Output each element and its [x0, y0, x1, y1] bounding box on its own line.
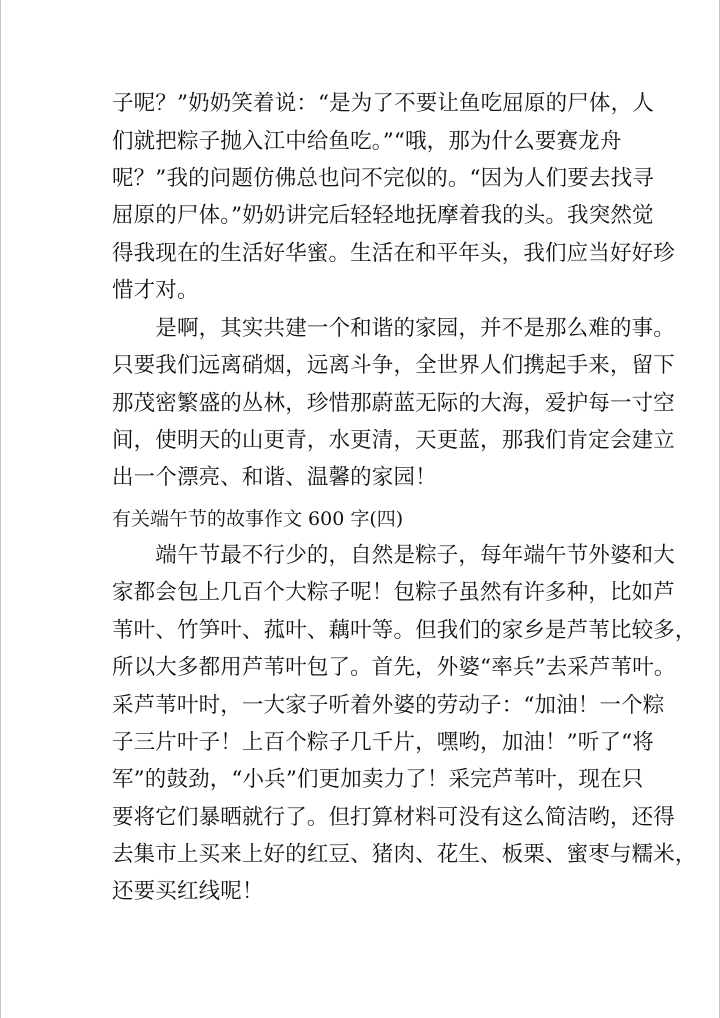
text-line: 出一个漂亮、和谐、温馨的家园！ — [112, 465, 437, 490]
text-line: 那茂密繁盛的丛林，珍惜那蔚蓝无际的大海，爱护每一寸空 — [112, 391, 675, 416]
text-line: 子三片叶子！上百个粽子几千片，嘿哟，加油！”听了“将 — [112, 730, 654, 755]
text-line: 要将它们暴晒就行了。但打算材料可没有这么简洁哟，还得 — [112, 805, 675, 830]
text-line: 端午节最不行少的，自然是粽子，每年端午节外婆和大 — [112, 543, 675, 568]
text-line: 得我现在的生活好华蜜。生活在和平年头，我们应当好好珍 — [112, 241, 675, 266]
text-line: 还要买红线呢！ — [112, 879, 264, 904]
text-line: 惜才对。 — [112, 278, 199, 303]
section-heading: 有关端午节的故事作文 600 字(四) — [112, 508, 404, 530]
text-line: 家都会包上几百个大粽子呢！包粽子虽然有许多种，比如芦 — [112, 580, 675, 605]
text-line: 苇叶、竹笋叶、菰叶、藕叶等。但我们的家乡是芦苇比较多， — [112, 618, 697, 643]
text-line: 军”的鼓劲，“小兵”们更加卖力了！采完芦苇叶，现在只 — [112, 767, 644, 792]
text-line: 去集市上买来上好的红豆、猪肉、花生、板栗、蜜枣与糯米， — [112, 842, 697, 867]
text-line: 采芦苇叶时，一大家子听着外婆的劳动子：“加油！一个粽 — [112, 693, 665, 718]
text-line: 屈原的尸体。”奶奶讲完后轻轻地抚摩着我的头。我突然觉 — [112, 203, 654, 228]
text-line: 子呢？”奶奶笑着说：“是为了不要让鱼吃屈原的尸体，人 — [112, 91, 654, 116]
text-line: 所以大多都用芦苇叶包了。首先，外婆“率兵”去采芦苇叶。 — [112, 655, 676, 680]
text-line: 间，使明天的山更青，水更清，天更蓝，那我们肯定会建立 — [112, 428, 675, 453]
text-line: 呢？”我的问题仿佛总也问不完似的。“因为人们要去找寻 — [112, 166, 654, 191]
text-line: 是啊，其实共建一个和谐的家园，并不是那么难的事。 — [112, 316, 675, 341]
text-line: 们就把粽子抛入江中给鱼吃。”“哦，那为什么要赛龙舟 — [112, 129, 622, 154]
text-line: 只要我们远离硝烟，远离斗争，全世界人们携起手来，留下 — [112, 353, 675, 378]
